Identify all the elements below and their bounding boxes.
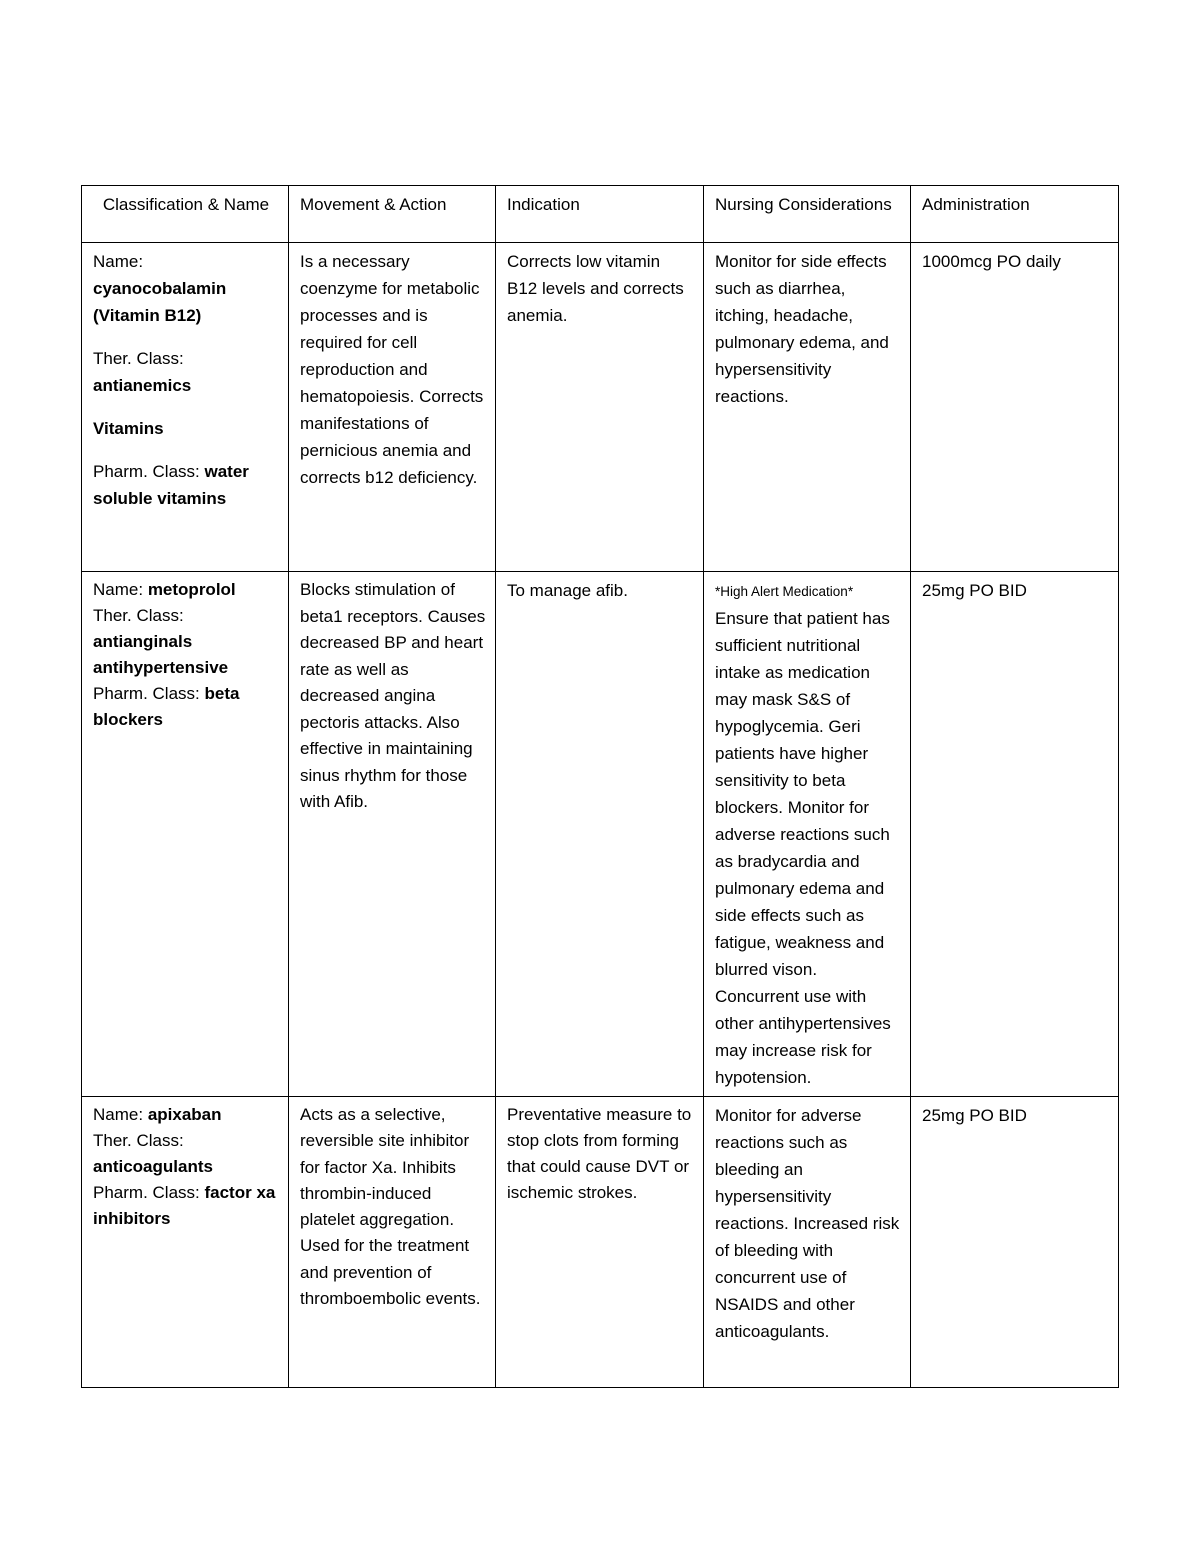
nursing-cell: [704, 572, 911, 1097]
table-row: [82, 243, 1119, 572]
medication-table: [81, 185, 1119, 1388]
ther-class-label: Ther. Class:: [93, 606, 184, 625]
nursing-cell: Monitor for adverse reactions such as bleeding an hypersensitivity reactions. Increased risk of bleeding with concurrent use of NSAIDS and other anticoagulants.: [704, 1097, 911, 1388]
classification-cell: [82, 243, 289, 572]
pharm-class: beta blockers: [93, 684, 240, 729]
ther-class-label: Ther. Class:: [93, 1131, 184, 1150]
ther-class: antianemics: [93, 376, 192, 395]
action-cell: Blocks stimulation of beta1 receptors. Causes decreased BP and heart rate as well as decreased angina pectoris attacks. Also effective in maintaining sinus rhythm for those with Afib.: [289, 572, 496, 1097]
ther-class: antianginals antihypertensive: [93, 632, 229, 677]
pharm-class-label: Pharm. Class:: [93, 684, 200, 703]
header-classification-name: Classification & Name: [82, 186, 289, 243]
administration-cell: 25mg PO BID: [911, 1097, 1119, 1388]
indication-cell: To manage afib.: [496, 572, 704, 1097]
name-label: Name:: [93, 580, 144, 599]
drug-name: metoprolol: [147, 580, 236, 599]
header-indication: Indication: [496, 186, 704, 243]
action-cell: Acts as a selective, reversible site inhibitor for factor Xa. Inhibits thrombin-induced platelet aggregation. Used for the treatment and prevention of thromboembolic events.: [289, 1097, 496, 1388]
ther-class-label: Ther. Class:: [93, 349, 184, 368]
pharm-class: factor xa inhibitors: [93, 1183, 276, 1228]
name-label: Name:: [93, 1105, 144, 1124]
pharm-class-label: Pharm. Class:: [93, 1183, 200, 1202]
header-administration: Administration: [911, 186, 1119, 243]
indication-cell: Corrects low vitamin B12 levels and corrects anemia.: [496, 243, 704, 572]
ther-class: anticoagulants: [93, 1157, 213, 1176]
administration-cell: 25mg PO BID: [911, 572, 1119, 1097]
classification-cell: [82, 1097, 289, 1388]
header-row: [82, 186, 1119, 243]
nursing-cell: Monitor for side effects such as diarrhea, itching, headache, pulmonary edema, and hypersensitivity reactions.: [704, 243, 911, 572]
header-movement-action: Movement & Action: [289, 186, 496, 243]
classification-cell: [82, 572, 289, 1097]
pharm-class: water soluble vitamins: [93, 462, 249, 508]
ther-class-extra: Vitamins: [93, 419, 164, 438]
administration-cell: 1000mcg PO daily: [911, 243, 1119, 572]
drug-name: cyanocobalamin (Vitamin B12): [93, 279, 227, 325]
high-alert-label: *High Alert Medication*: [715, 584, 854, 599]
name-label: Name:: [93, 252, 144, 271]
nursing-text: Ensure that patient has sufficient nutritional intake as medication may mask S&S of hypoglycemia. Geri patients have higher sensitivity to beta blockers. Monitor for adverse reactions such as bradycardia and pulmonary edema and side effects such as fatigue, weakness and blurred vison. Concurrent use with other antihypertensives may increase risk for hypotension.: [715, 609, 891, 1087]
header-nursing-considerations: Nursing Considerations: [704, 186, 911, 243]
table-row: [82, 572, 1119, 1097]
action-cell: Is a necessary coenzyme for metabolic processes and is required for cell reproduction and hematopoiesis. Corrects manifestations of pernicious anemia and corrects b12 deficiency.: [289, 243, 496, 572]
indication-cell: Preventative measure to stop clots from forming that could cause DVT or ischemic strokes.: [496, 1097, 704, 1388]
pharm-class-label: Pharm. Class:: [93, 462, 200, 481]
drug-name: apixaban: [147, 1105, 222, 1124]
table-row: [82, 1097, 1119, 1388]
